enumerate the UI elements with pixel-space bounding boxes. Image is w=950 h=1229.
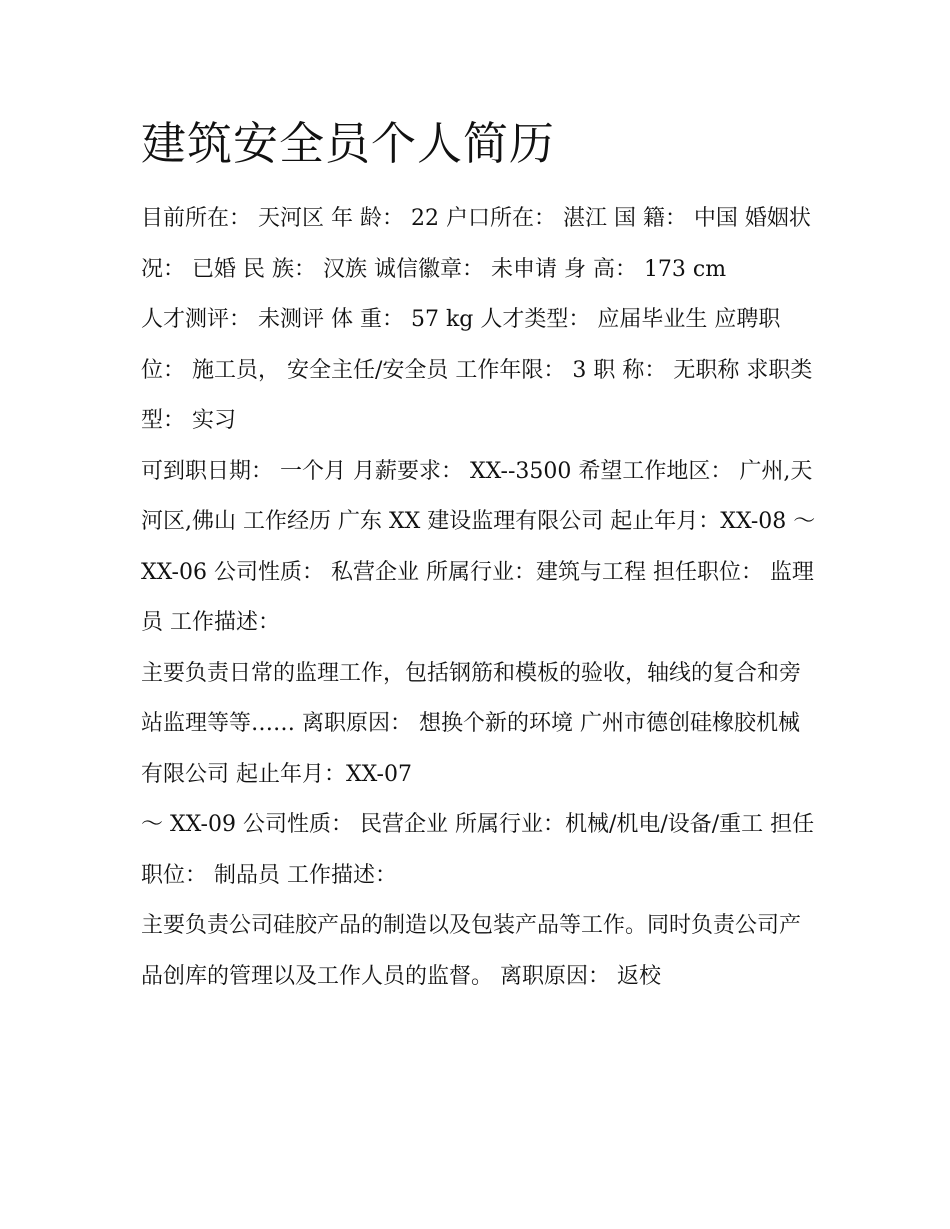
paragraph-job-2-description: 主要负责公司硅胶产品的制造以及包装产品等工作。同时负责公司产品创库的管理以及工作人员的监督。 离职原因： 返校 [141,913,802,989]
paragraph-job-1-details: XX-06 公司性质： 私营企业 所属行业：建筑与工程 担任职位： 监理员 工作描述： [141,559,814,635]
paragraph-personal-info: 目前所在： 天河区 年 龄： 22 户口所在： 湛江 国 籍： 中国 婚姻状况： 已婚 民 族： 汉族 诚信徽章： 未申请 身 高： 173 cm [141,206,811,282]
paragraph-availability-experience: 可到职日期： 一个月 月薪要求： XX--3500 希望工作地区： 广州,天河区,佛山 工作经历 广东 XX 建设监理有限公司 起止年月：XX-08 ～ [141,458,816,534]
paragraph-job-2-details: ～ XX-09 公司性质： 民营企业 所属行业：机械/机电/设备/重工 担任职位： 制品员 工作描述： [141,812,815,888]
paragraph-assessment-position: 人才测评： 未测评 体 重： 57 kg 人才类型： 应届毕业生 应聘职位： 施工员， 安全主任/安全员 工作年限： 3 职 称： 无职称 求职类型： 实习 [141,307,813,433]
page-title: 建筑安全员个人简历 [141,117,556,170]
document-body [141,112,816,1002]
paragraph-job-1-description: 主要负责日常的监理工作，包括钢筋和模板的验收，轴线的复合和旁站监理等等…… 离职原因： 想换个新的环境 广州市德创硅橡胶机械有限公司 起止年月：XX-07 [141,660,802,787]
